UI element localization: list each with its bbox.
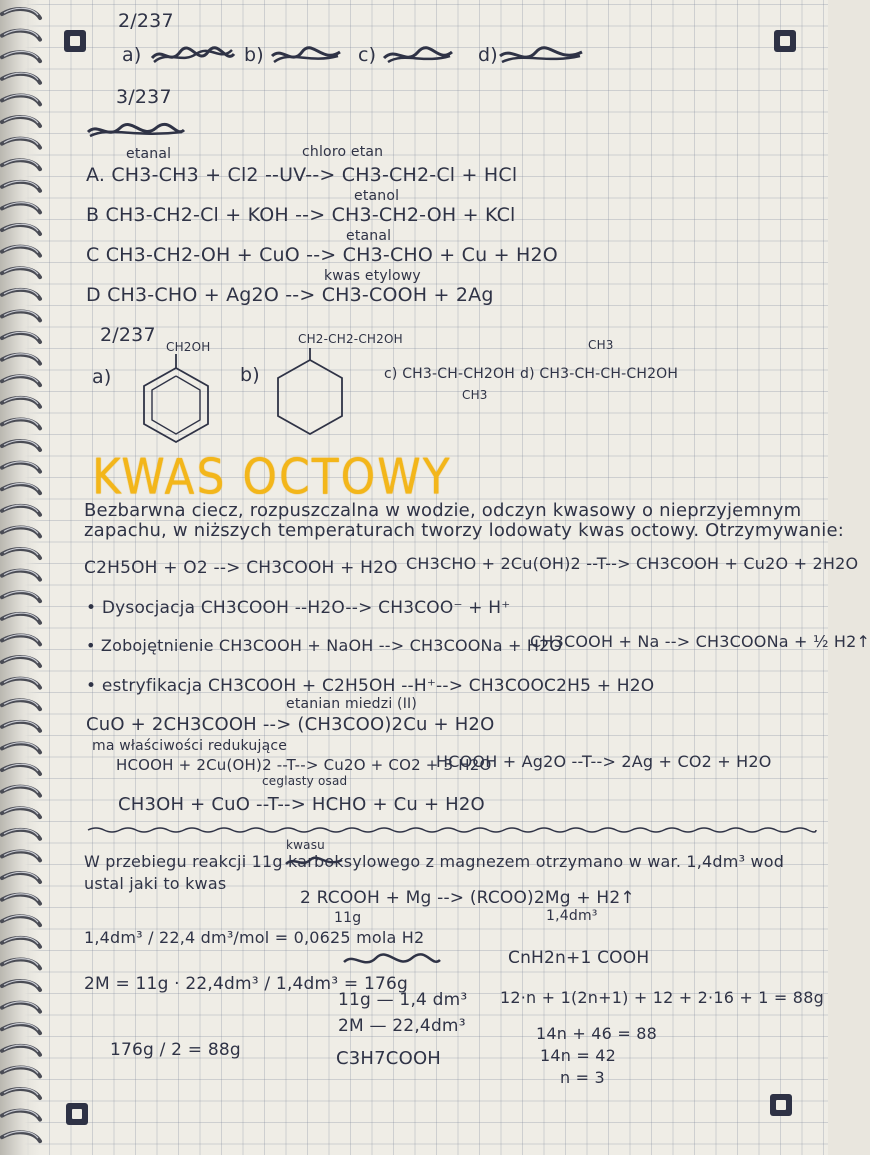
spiral-binding [0, 0, 46, 1155]
benzene-ring-b [272, 344, 348, 438]
label-etanal: etanal [346, 228, 392, 244]
calc-molar-mass: 2M = 11g · 22,4dm³ / 1,4dm³ = 176g [84, 974, 409, 994]
corner-mark-bottom-right [770, 1094, 792, 1116]
benzene-ring-a [136, 350, 216, 446]
spiral-ring [2, 743, 40, 752]
note-reducing-properties: ma właściwości redukujące [92, 738, 288, 754]
answer-d-label: d) [478, 44, 498, 66]
crossed-out-answer-c [380, 44, 456, 68]
label-etanal: etanal [126, 146, 172, 162]
spiral-ring [2, 830, 40, 839]
spiral-ring [2, 225, 40, 234]
spiral-ring [2, 765, 40, 774]
label-ceglasty-osad: ceglasty osad [262, 774, 348, 788]
task-line-2: ustal jaki to kwas [84, 874, 227, 893]
spiral-ring [2, 895, 40, 904]
reaction-oxidation-ethanol: C2H5OH + O2 --> CH3COOH + H2O [84, 558, 398, 578]
answer-formula: C3H7COOH [336, 1048, 442, 1069]
spiral-ring [2, 182, 40, 191]
crossed-out-answer-d [496, 44, 586, 68]
methyl-branch-d: CH3 [588, 338, 614, 352]
reaction-formic-copper: HCOOH + 2Cu(OH)2 --T--> Cu2O + CO2 + 3 H2O [116, 756, 492, 774]
structure-c: c) CH3-CH-CH2OH [384, 366, 515, 382]
spiral-ring [2, 1046, 40, 1055]
spiral-ring [2, 679, 40, 688]
label-kwas-etylowy: kwas etylowy [324, 268, 421, 284]
spiral-ring [2, 938, 40, 947]
spiral-ring [2, 9, 40, 18]
spiral-ring [2, 527, 40, 536]
reaction-neutralization-naoh: • Zobojętnienie CH3COOH + NaOH --> CH3COONa + H2O [86, 636, 563, 655]
spiral-ring [2, 376, 40, 385]
spiral-ring [2, 851, 40, 860]
spiral-ring [2, 981, 40, 990]
spiral-ring [2, 700, 40, 709]
spiral-ring [2, 959, 40, 968]
description-line-2: zapachu, w niższych temperaturach tworzy lodowaty kwas octowy. Otrzymywanie: [84, 520, 844, 541]
reaction-c: C CH3-CH2-OH + CuO --> CH3-CHO + Cu + H2O [86, 244, 558, 266]
reaction-b: B CH3-CH2-Cl + KOH --> CH3-CH2-OH + KCl [86, 204, 516, 226]
spiral-ring [2, 311, 40, 320]
spiral-ring [2, 95, 40, 104]
spiral-ring [2, 117, 40, 126]
proportion-line-2: 2M — 22,4dm³ [338, 1016, 466, 1036]
crossed-out-heading [84, 120, 188, 142]
methyl-branch-c: CH3 [462, 388, 488, 402]
spiral-ring [2, 355, 40, 364]
spiral-ring [2, 787, 40, 796]
label-etanian-miedzi: etanian miedzi (II) [286, 696, 418, 712]
calc-step-1: 14n + 46 = 88 [536, 1024, 657, 1043]
section-divider [88, 826, 816, 834]
reaction-esterification: • estryfikacja CH3COOH + C2H5OH --H⁺--> CH3COOC2H5 + H2O [86, 676, 655, 696]
reaction-a: A. CH3-CH3 + Cl2 --UV--> CH3-CH2-Cl + HCl [86, 164, 518, 186]
crossed-out-word [284, 852, 344, 872]
reaction-copper-oxide: CuO + 2CH3COOH --> (CH3COO)2Cu + H2O [86, 714, 495, 735]
spiral-ring [2, 290, 40, 299]
reaction-acid-magnesium: 2 RCOOH + Mg --> (RCOO)2Mg + H2↑ [300, 888, 635, 908]
exercise-number: 2/237 [118, 10, 174, 32]
spiral-ring [2, 463, 40, 472]
crossed-out-answer-b [268, 44, 344, 68]
corner-mark-top-left [64, 30, 86, 52]
answer-b-label: b) [244, 44, 264, 66]
calc-single-molar-mass: 176g / 2 = 88g [110, 1040, 241, 1060]
spiral-ring [2, 398, 40, 407]
spiral-ring [2, 592, 40, 601]
task-line-1: W przebiegu reakcji 11g karboksylowego z magnezem otrzymano w war. 1,4dm³ wod [84, 852, 785, 871]
spiral-ring [2, 1089, 40, 1098]
spiral-ring [2, 268, 40, 277]
calc-result-n: n = 3 [560, 1068, 605, 1087]
reaction-neutralization-na: CH3COOH + Na --> CH3COONa + ½ H2↑ [530, 632, 870, 651]
structure-a-label: a) [92, 366, 112, 388]
proportion-line-1: 11g — 1,4 dm³ [338, 990, 468, 1010]
volume-under-hydrogen: 1,4dm³ [546, 908, 598, 924]
crossed-out-answer-a [148, 44, 238, 68]
label-etanol: etanol [354, 188, 400, 204]
corner-mark-top-right [774, 30, 796, 52]
general-formula: CnH2n+1 COOH [508, 948, 650, 968]
description-line-1: Bezbarwna ciecz, rozpuszczalna w wodzie, odczyn kwasowy o nieprzyjemnym [84, 500, 802, 521]
reaction-dissociation: • Dysocjacja CH3COOH --H2O--> CH3COO⁻ + H⁺ [86, 598, 511, 618]
spiral-ring [2, 614, 40, 623]
spiral-ring [2, 52, 40, 61]
reaction-d: D CH3-CHO + Ag2O --> CH3-COOH + 2Ag [86, 284, 494, 306]
spiral-ring [2, 571, 40, 580]
spiral-ring [2, 549, 40, 558]
answer-c-label: c) [358, 44, 377, 66]
spiral-ring [2, 1132, 40, 1141]
spiral-ring [2, 441, 40, 450]
spiral-ring [2, 74, 40, 83]
substituent-label: CH2OH [166, 340, 211, 354]
structure-b-label: b) [240, 364, 260, 386]
substituent-label: CH2-CH2-CH2OH [298, 332, 403, 346]
spiral-ring [2, 916, 40, 925]
spiral-ring [2, 419, 40, 428]
spiral-ring [2, 160, 40, 169]
corner-mark-bottom-left [66, 1103, 88, 1125]
spiral-ring [2, 1111, 40, 1120]
reaction-formic-silver: HCOOH + Ag2O --T--> 2Ag + CO2 + H2O [436, 752, 772, 771]
calc-moles-hydrogen: 1,4dm³ / 22,4 dm³/mol = 0,0625 mola H2 [84, 928, 425, 947]
section-title: KWAS OCTOWY [92, 448, 452, 507]
answer-a-label: a) [122, 44, 142, 66]
spiral-ring [2, 139, 40, 148]
spiral-ring [2, 1024, 40, 1033]
spiral-ring [2, 873, 40, 882]
spiral-ring [2, 31, 40, 40]
structure-d: d) CH3-CH-CH-CH2OH [520, 366, 679, 382]
spiral-ring [2, 1067, 40, 1076]
spiral-ring [2, 247, 40, 256]
spiral-ring [2, 506, 40, 515]
calc-step-2: 14n = 42 [540, 1046, 617, 1065]
spiral-ring [2, 484, 40, 493]
spiral-ring [2, 722, 40, 731]
exercise-number: 3/237 [116, 86, 172, 108]
label-chloroetan: chloro etan [302, 144, 384, 160]
reaction-methanol: CH3OH + CuO --T--> HCHO + Cu + H2O [118, 794, 485, 815]
spiral-ring [2, 1003, 40, 1012]
spiral-ring [2, 635, 40, 644]
spiral-ring [2, 203, 40, 212]
mass-under-acid: 11g [334, 910, 362, 926]
exercise-number: 2/237 [100, 324, 156, 346]
calc-equation: 12·n + 1(2n+1) + 12 + 2·16 + 1 = 88g [500, 988, 824, 1007]
spiral-ring [2, 333, 40, 342]
crossed-out-word [340, 950, 444, 972]
spiral-ring [2, 657, 40, 666]
spiral-ring [2, 808, 40, 817]
reaction-oxidation-ethanal: CH3CHO + 2Cu(OH)2 --T--> CH3COOH + Cu2O + 2H2O [406, 554, 859, 573]
label-kwasu: kwasu [286, 838, 325, 852]
